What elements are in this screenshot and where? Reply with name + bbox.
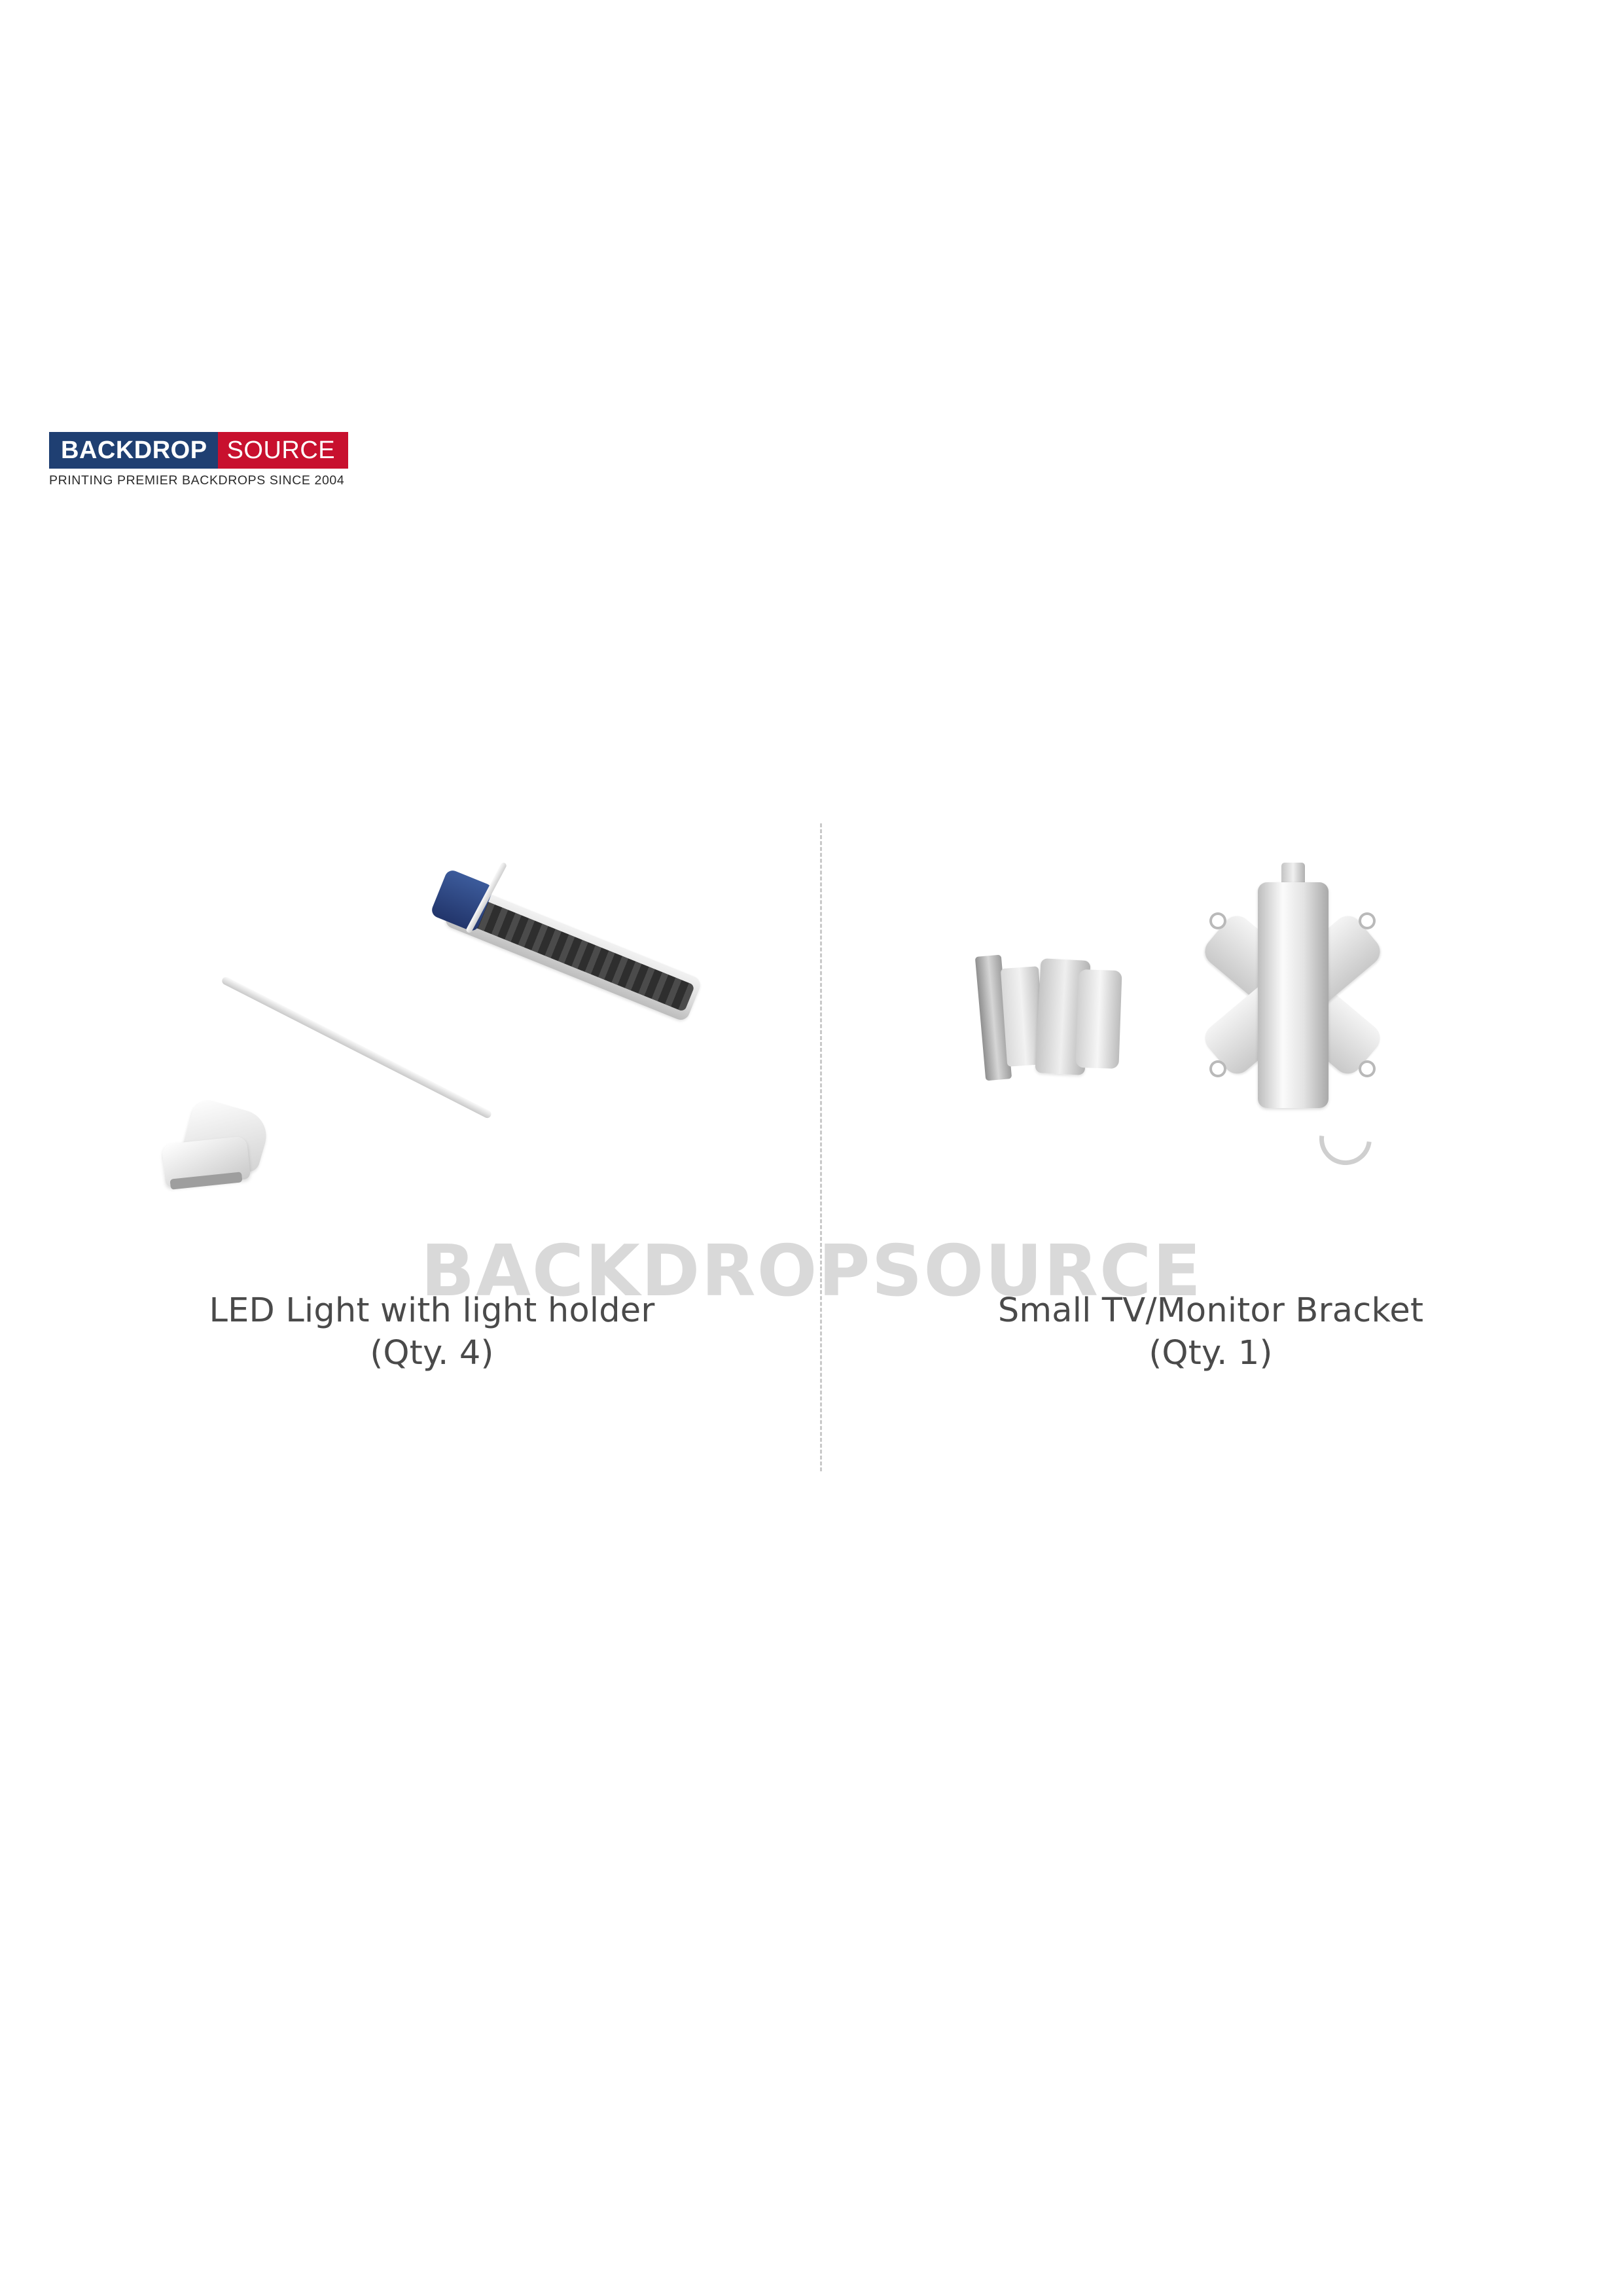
product-caption-led-light [92, 1289, 772, 1375]
lamp-main-arm [221, 976, 492, 1120]
bracket-cable-hook [1309, 1102, 1382, 1175]
product-card-tv-bracket [870, 844, 1551, 1375]
logo-tagline: PRINTING PREMIER BACKDROPS SINCE 2004 [49, 473, 345, 488]
bracket-vesa-plate [1198, 897, 1387, 1093]
small-tv-monitor-bracket-illustration [870, 844, 1551, 1289]
lamp-assembly [124, 857, 746, 1289]
product-caption-tv-bracket [870, 1289, 1551, 1375]
bracket-arm [1075, 969, 1122, 1069]
product-title-led-light: LED Light with light holder [209, 1291, 655, 1330]
bracket-mount-hole [1359, 1060, 1376, 1077]
bracket-mount-hole [1209, 912, 1226, 929]
brand-logo [49, 432, 389, 488]
column-divider [820, 823, 822, 1471]
bracket-center-column [1258, 882, 1329, 1108]
product-card-led-light [92, 844, 772, 1375]
led-light-with-holder-illustration [92, 844, 772, 1289]
product-title-tv-bracket: Small TV/Monitor Bracket [997, 1291, 1424, 1330]
bracket-mount-hole [1209, 1060, 1226, 1077]
bracket-mount-hole [1359, 912, 1376, 929]
logo-word-backdrop: BACKDROP [49, 432, 218, 469]
bracket-assembly [949, 857, 1538, 1289]
watermark-text: BACKDROPSOURCE [420, 1230, 1203, 1312]
logo-bar [49, 432, 384, 469]
product-qty-led-light: (Qty. 4) [370, 1334, 494, 1373]
lamp-led-strip [452, 891, 696, 1013]
logo-word-source: SOURCE [218, 432, 349, 469]
product-qty-tv-bracket: (Qty. 1) [1149, 1334, 1273, 1373]
